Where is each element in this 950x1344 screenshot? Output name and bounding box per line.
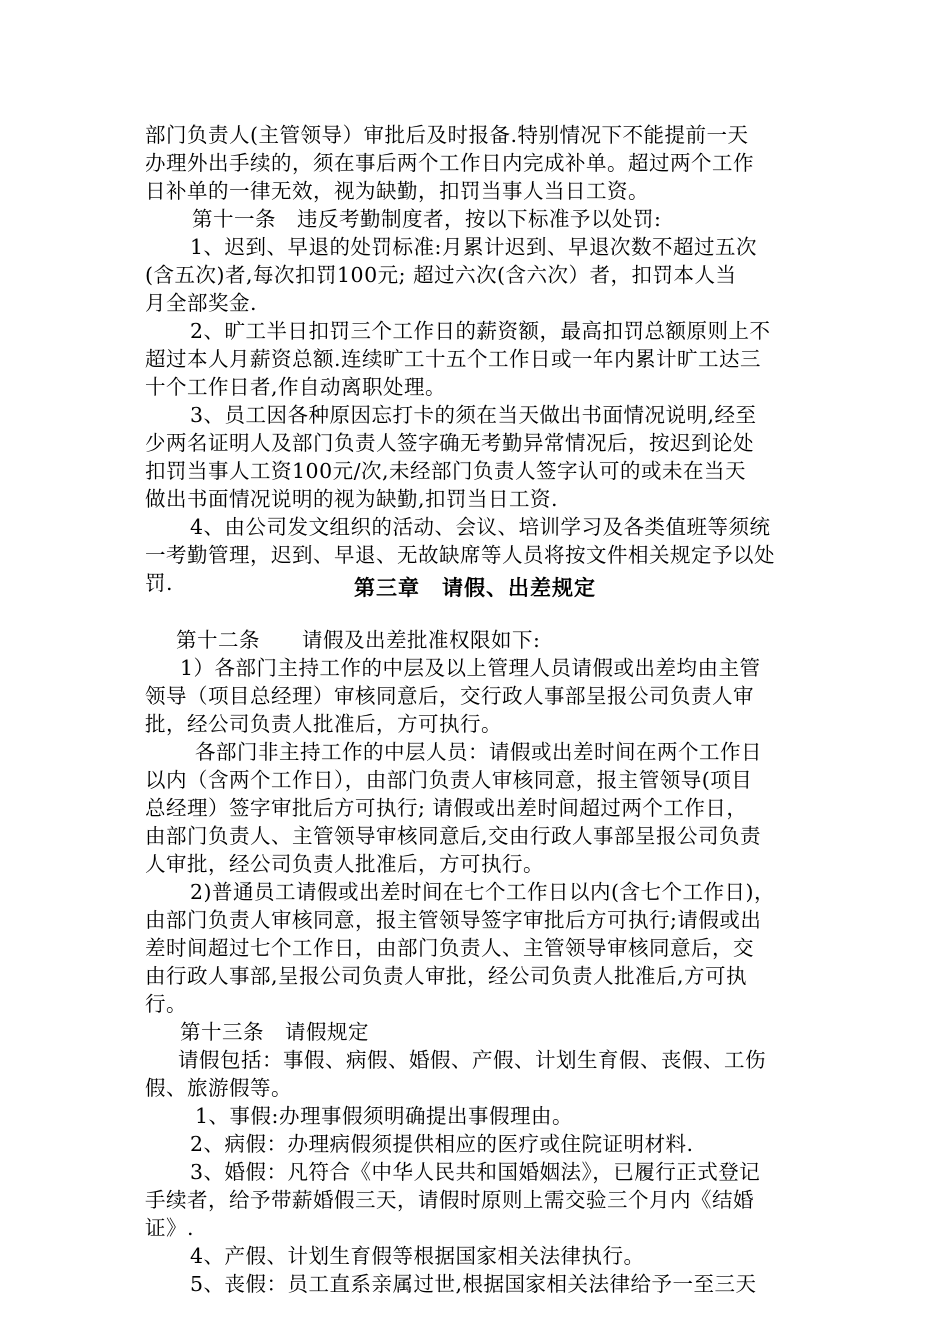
text-line: 1、事假:办理事假须明确提出事假理由。 [153,1104,573,1128]
text-line: 假、旅游假等。 [145,1076,292,1100]
article-11-heading: 第十一条 违反考勤制度者，按以下标准予以处罚: [171,207,662,231]
text-line: 日补单的一律无效，视为缺勤，扣罚当事人当日工资。 [145,179,649,203]
text-line: 2、旷工半日扣罚三个工作日的薪资额，最高扣罚总额原则上不 [169,319,771,343]
text-line: 差时间超过七个工作日，由部门负责人、主管领导审核同意后，交 [145,936,754,960]
text-line: 证》. [145,1216,195,1240]
text-line: 2)普通员工请假或出差时间在七个工作日以内(含七个工作日)， [169,880,776,904]
text-line: 4、由公司发文组织的活动、会议、培训学习及各类值班等须统 [169,515,771,539]
text-line: 做出书面情况说明的视为缺勤,扣罚当日工资. [145,487,559,511]
text-line: 超过本人月薪资总额.连续旷工十五个工作日或一年内累计旷工达三 [145,347,762,371]
text-line: 1、迟到、早退的处罚标准:月累计迟到、早退次数不超过五次 [169,235,757,259]
text-line: 十个工作日者,作自动离职处理。 [145,375,447,399]
text-line: 4、产假、计划生育假等根据国家相关法律执行。 [169,1244,645,1268]
text-line: 1）各部门主持工作的中层及以上管理人员请假或出差均由主管 [159,656,761,680]
text-line: 3、员工因各种原因忘打卡的须在当天做出书面情况说明,经至 [169,403,757,427]
text-line: 一考勤管理，迟到、早退、无故缺席等人员将按文件相关规定予以处 [145,543,775,567]
text-line: 办理外出手续的，须在事后两个工作日内完成补单。超过两个工作 [145,151,754,175]
text-line: 少两名证明人及部门负责人签字确无考勤异常情况后，按迟到论处 [145,431,754,455]
text-line: 总经理）签字审批后方可执行; 请假或出差时间超过两个工作日， [145,796,748,820]
chapter-heading: 第三章 请假、出差规定 [354,576,596,600]
text-line: (含五次)者,每次扣罚100元; 超过六次(含六次）者，扣罚本人当 [145,263,737,287]
text-line: 5、丧假：员工直系亲属过世,根据国家相关法律给予一至三天 [169,1272,757,1296]
text-line: 行。 [145,992,187,1016]
article-13-heading: 第十三条 请假规定 [159,1020,369,1044]
text-line: 2、病假：办理病假须提供相应的医疗或住院证明材料. [169,1132,694,1156]
text-line: 部门负责人(主管领导）审批后及时报备.特别情况下不能提前一天 [145,123,749,147]
text-line: 月全部奖金. [145,291,258,315]
text-line: 3、婚假：凡符合《中华人民共和国婚姻法》，已履行正式登记 [169,1160,761,1184]
text-line: 扣罚当事人工资100元/次,未经部门负责人签字认可的或未在当天 [145,459,747,483]
text-line: 人审批，经公司负责人批准后，方可执行。 [145,852,544,876]
text-line: 由部门负责人、主管领导审核同意后,交由行政人事部呈报公司负责 [145,824,762,848]
text-line: 以内（含两个工作日），由部门负责人审核同意，报主管领导(项目 [145,768,753,792]
text-line: 手续者，给予带薪婚假三天，请假时原则上需交验三个月内《结婚 [145,1188,754,1212]
text-line: 请假包括：事假、病假、婚假、产假、计划生育假、丧假、工伤 [157,1048,766,1072]
text-line: 领导（项目总经理）审核同意后，交行政人事部呈报公司负责人审 [145,684,754,708]
text-line: 由行政人事部,呈报公司负责人审批，经公司负责人批准后,方可执 [145,964,748,988]
text-line: 各部门非主持工作的中层人员：请假或出差时间在两个工作日 [153,740,762,764]
text-line: 批，经公司负责人批准后，方可执行。 [145,712,502,736]
article-12-heading: 第十二条 请假及出差批准权限如下: [155,628,541,652]
text-line: 罚. [145,571,174,595]
text-line: 由部门负责人审核同意，报主管领导签字审批后方可执行;请假或出 [145,908,762,932]
